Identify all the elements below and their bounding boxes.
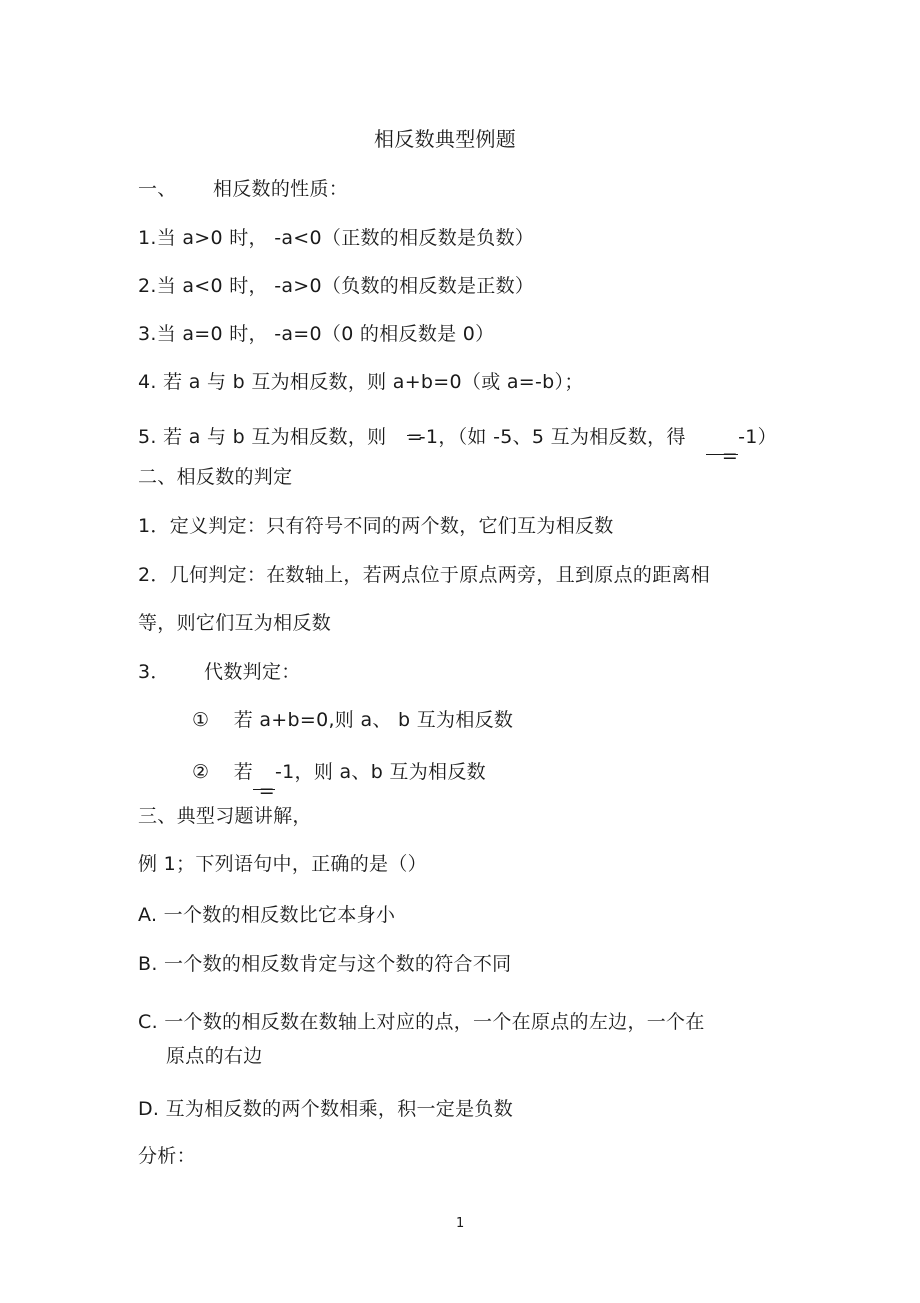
criterion-3-number: 3． — [138, 661, 170, 683]
sub-criterion-2-text-b: -1，则 a、b 互为相反数 — [275, 761, 486, 783]
section3-heading: 三、典型习题讲解， — [138, 805, 312, 827]
property-item-1: 1.当 a>0 时， -a<0（正数的相反数是负数） — [138, 227, 535, 249]
page-number: 1 — [456, 1216, 465, 1231]
analysis-label: 分析： — [138, 1145, 196, 1167]
page-title: 相反数典型例题 — [374, 127, 517, 151]
option-c-line2: 原点的右边 — [166, 1045, 263, 1067]
property-item-5 — [138, 424, 777, 467]
sub-criterion-2 — [192, 759, 486, 802]
criterion-1: 1．定义判定：只有符号不同的两个数，它们互为相反数 — [138, 515, 614, 537]
sub-criterion-1 — [192, 707, 513, 733]
property-item-5-text-c: -1） — [738, 426, 777, 448]
section1-heading-text: 相反数的性质： — [212, 178, 349, 200]
fraction-bar — [407, 435, 419, 436]
sub-criterion-1-text: 若 a+b=0,则 a、 b 互为相反数 — [233, 709, 514, 731]
property-item-4: 4. 若 a 与 b 互为相反数，则 a+b=0（或 a=-b）； — [138, 371, 584, 393]
criterion-3-text: 代数判定： — [204, 661, 301, 683]
property-item-5-text-a: 5. 若 a 与 b 互为相反数，则 — [138, 426, 387, 448]
criterion-2-line1: 2．几何判定：在数轴上，若两点位于原点两旁，且到原点的距离相 — [138, 564, 711, 586]
option-c-line1: C. 一个数的相反数在数轴上对应的点，一个在原点的左边，一个在 — [138, 1011, 705, 1033]
property-item-3: 3.当 a=0 时， -a=0（0 的相反数是 0） — [138, 323, 495, 345]
option-a: A. 一个数的相反数比它本身小 — [138, 904, 396, 926]
property-item-5-text-b: -1，（如 -5、5 互为相反数，得 — [418, 426, 686, 448]
section2-heading: 二、相反数的判定 — [138, 466, 293, 488]
section1-heading-number: 一、 — [138, 178, 177, 200]
option-d: D. 互为相反数的两个数相乘，积一定是负数 — [138, 1098, 514, 1120]
property-item-2: 2.当 a<0 时， -a>0（负数的相反数是正数） — [138, 275, 535, 297]
criterion-3 — [138, 659, 301, 685]
circled-one-marker: ① — [192, 709, 210, 731]
fraction-equals: = — [406, 426, 424, 448]
criterion-2-line2: 等，则它们互为相反数 — [138, 612, 332, 634]
example-1-question: 例 1；下列语句中，正确的是（） — [138, 853, 427, 875]
sub-criterion-2-text-a: 若 — [233, 761, 253, 783]
fraction-a-over-b — [406, 424, 424, 450]
option-b: B. 一个数的相反数肯定与这个数的符合不同 — [138, 953, 512, 975]
fraction-equals: = — [258, 780, 275, 802]
section1-heading — [138, 176, 348, 202]
circled-two-marker: ② — [192, 761, 210, 783]
fraction-equals: = — [721, 445, 739, 467]
